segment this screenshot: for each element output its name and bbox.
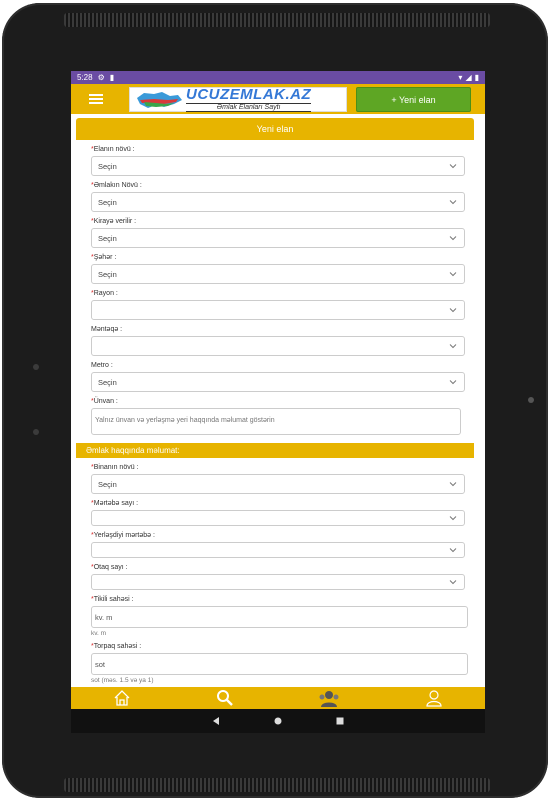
logo-tagline: Əmlak Elanları Saytı xyxy=(186,103,311,112)
floor-select[interactable] xyxy=(91,542,465,558)
home-circle-icon[interactable] xyxy=(273,716,283,726)
chevron-down-icon xyxy=(449,162,457,170)
district-field: *Rayon : xyxy=(91,290,465,320)
form-header: Yeni elan xyxy=(76,118,474,140)
site-logo[interactable] xyxy=(129,87,347,112)
land-area-hint: sot (məs. 1.5 və ya 1) xyxy=(91,677,154,684)
home-icon[interactable] xyxy=(113,689,131,707)
sd-card-icon: ▮ xyxy=(109,73,115,82)
metro-field: Metro : Seçin xyxy=(91,362,465,392)
chevron-down-icon xyxy=(449,270,457,278)
battery-icon: ▮ xyxy=(474,73,479,82)
chevron-down-icon xyxy=(449,234,457,242)
top-speaker-grille xyxy=(64,13,490,27)
bottom-speaker-grille xyxy=(64,778,490,792)
azerbaijan-map-icon xyxy=(134,90,184,110)
building-area-field: *Tikili sahəsi : kv. m kv. m xyxy=(91,596,465,637)
city-field: *Şəhər : Seçin xyxy=(91,254,465,284)
form-scroll-area[interactable] xyxy=(71,118,485,699)
chevron-down-icon xyxy=(449,514,457,522)
recents-icon[interactable] xyxy=(335,716,345,726)
status-bar xyxy=(71,71,485,84)
district-select[interactable] xyxy=(91,300,465,320)
chevron-down-icon xyxy=(449,306,457,314)
chevron-down-icon xyxy=(449,546,457,554)
room-count-field: *Otaq sayı : xyxy=(91,564,465,590)
app-bar xyxy=(71,84,485,114)
building-type-select[interactable]: Seçin xyxy=(91,474,465,494)
settings-icon: ⚙ xyxy=(97,73,105,82)
floor-count-select[interactable] xyxy=(91,510,465,526)
address-field: *Ünvan : Yalnız ünvan və yerləşmə yeri haqqında məlumat göstərin xyxy=(91,398,465,435)
wifi-icon: ▾ xyxy=(458,73,463,82)
listing-form xyxy=(71,146,485,435)
listing-type-select[interactable]: Seçin xyxy=(91,156,465,176)
chevron-down-icon xyxy=(449,198,457,206)
status-time: 5:28 xyxy=(77,73,93,82)
floor-count-field: *Mərtəbə sayı : xyxy=(91,500,465,526)
room-count-select[interactable] xyxy=(91,574,465,590)
new-listing-button[interactable]: + Yeni elan xyxy=(356,87,471,112)
building-type-field: *Binanın növü : Seçin xyxy=(91,464,465,494)
sensor-dot xyxy=(33,364,39,370)
logo-brand: UCUZEMLAK.AZ xyxy=(186,86,312,103)
building-area-hint: kv. m xyxy=(91,630,107,637)
property-info-header: Əmlak haqqında məlumat: xyxy=(76,443,474,458)
city-select[interactable]: Seçin xyxy=(91,264,465,284)
bottom-navigation xyxy=(71,687,485,709)
area-select[interactable] xyxy=(91,336,465,356)
chevron-down-icon xyxy=(449,378,457,386)
metro-select[interactable]: Seçin xyxy=(91,372,465,392)
user-icon[interactable] xyxy=(425,689,443,707)
sensor-dot xyxy=(33,429,39,435)
floor-field: *Yerləşdiyi mərtəbə : xyxy=(91,532,465,558)
area-field: Məntəqə : xyxy=(91,326,465,356)
chevron-down-icon xyxy=(449,342,457,350)
rent-type-select[interactable]: Seçin xyxy=(91,228,465,248)
users-icon[interactable] xyxy=(318,689,340,707)
menu-icon[interactable] xyxy=(89,94,103,104)
chevron-down-icon xyxy=(449,480,457,488)
system-navigation-bar xyxy=(71,709,485,733)
search-icon[interactable] xyxy=(216,689,234,707)
signal-icon: ◢ xyxy=(465,73,472,82)
property-kind-field: *Əmlakın Növü : Seçin xyxy=(91,182,465,212)
land-area-input[interactable]: sot xyxy=(91,653,468,675)
rent-type-field: *Kirayə verilir : Seçin xyxy=(91,218,465,248)
land-area-field: *Torpaq sahəsi : sot sot (məs. 1.5 və ya 1) xyxy=(91,643,465,684)
back-icon[interactable] xyxy=(211,716,221,726)
property-kind-select[interactable]: Seçin xyxy=(91,192,465,212)
tablet-frame xyxy=(2,3,548,798)
address-textarea[interactable]: Yalnız ünvan və yerləşmə yeri haqqında məlumat göstərin xyxy=(91,408,461,435)
building-area-input[interactable]: kv. m xyxy=(91,606,468,628)
camera-dot xyxy=(528,397,534,403)
chevron-down-icon xyxy=(449,578,457,586)
screen xyxy=(71,71,485,733)
listing-type-field: *Elanın növü : Seçin xyxy=(91,146,465,176)
